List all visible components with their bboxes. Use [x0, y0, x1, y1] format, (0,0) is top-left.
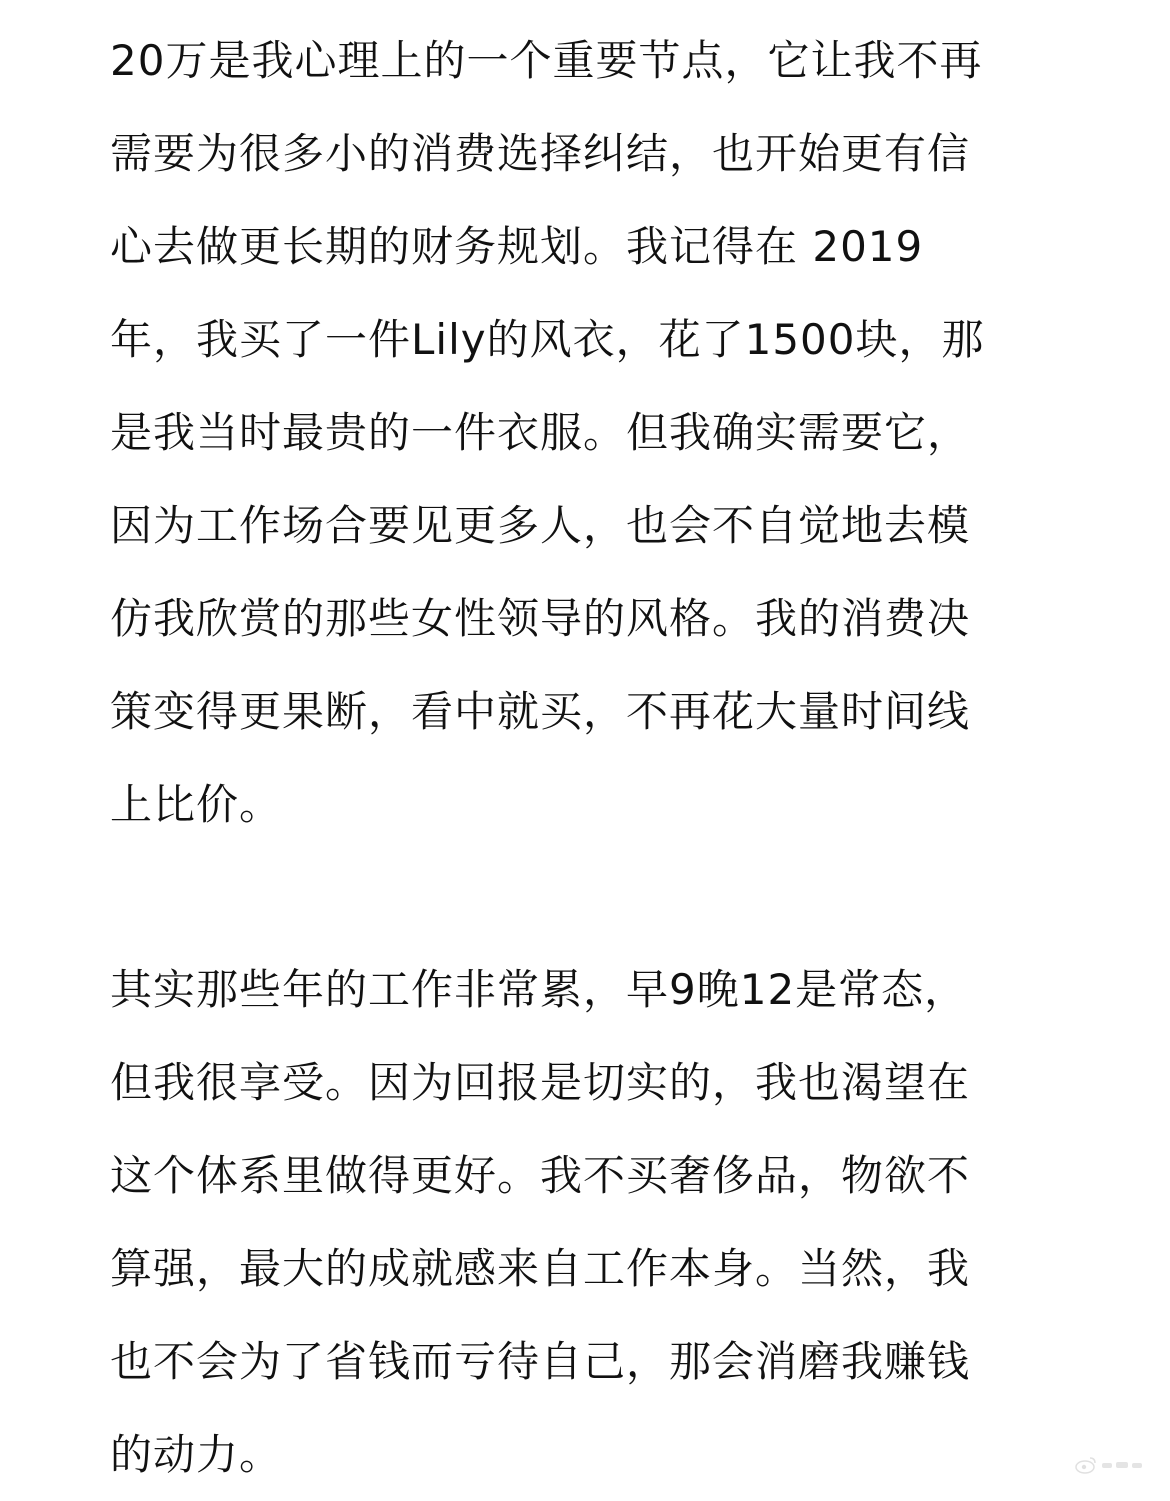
paragraph-line: 也不会为了省钱而亏待自己，那会消磨我赚钱 — [110, 1337, 971, 1386]
paragraph-line: 是我当时最贵的一件衣服。但我确实需要它， — [110, 408, 971, 457]
paragraph-line: 其实那些年的工作非常累，早9晚12是常态， — [110, 965, 968, 1014]
paragraph-1 — [110, 14, 1070, 851]
paragraph-line: 策变得更果断，看中就买，不再花大量时间线 — [110, 687, 971, 736]
paragraph-line: 心去做更长期的财务规划。我记得在 2019 — [110, 222, 924, 271]
paragraph-line: 但我很享受。因为回报是切实的，我也渴望在 — [110, 1058, 971, 1107]
paragraph-line: 这个体系里做得更好。我不买奢侈品，物欲不 — [110, 1151, 971, 1200]
paragraph-line: 上比价。 — [110, 780, 283, 829]
paragraph-line: 算强，最大的成就感来自工作本身。当然，我 — [110, 1244, 971, 1293]
paragraph-line: 需要为很多小的消费选择纠结，也开始更有信 — [110, 129, 971, 178]
paragraph-line: 的动力。 — [110, 1430, 283, 1479]
paragraph-line: 仿我欣赏的那些女性领导的风格。我的消费决 — [110, 594, 971, 643]
paragraph-line: 年，我买了一件Lily的风衣，花了1500块，那 — [110, 315, 985, 364]
paragraph-2 — [110, 943, 1070, 1501]
weibo-logo-icon — [1074, 1454, 1146, 1476]
paragraph-line: 20万是我心理上的一个重要节点，它让我不再 — [110, 36, 983, 85]
paragraph-spacer — [110, 851, 1070, 943]
article-body — [110, 14, 1070, 1501]
paragraph-line: 因为工作场合要见更多人，也会不自觉地去模 — [110, 501, 971, 550]
